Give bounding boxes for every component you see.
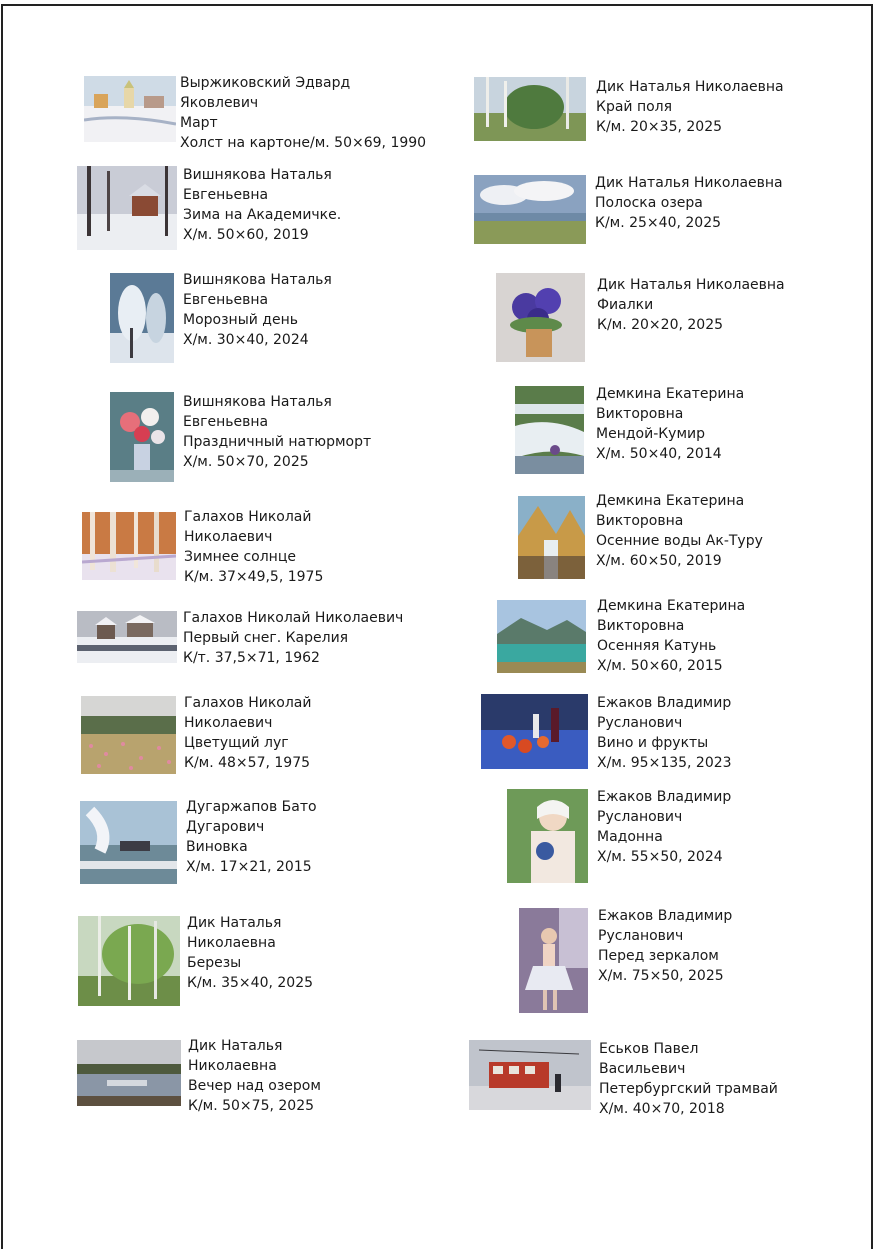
painting-thumbnail	[110, 273, 174, 363]
artist-name: Выржиковский Эдвард	[180, 75, 351, 91]
painting-details: Х/м. 50×60, 2015	[597, 658, 723, 674]
painting-thumbnail	[110, 392, 174, 482]
artist-patronymic: Русланович	[598, 928, 684, 944]
artist-patronymic: Евгеньевна	[183, 292, 269, 308]
painting-title: Полоска озера	[595, 195, 703, 211]
artist-name: Дик Наталья	[188, 1038, 283, 1054]
painting-title: Мадонна	[597, 829, 663, 845]
painting-details: Х/м. 55×50, 2024	[597, 849, 723, 865]
painting-title: Перед зеркалом	[598, 948, 719, 964]
artist-patronymic: Викторовна	[596, 513, 684, 529]
painting-title: Морозный день	[183, 312, 298, 328]
painting-details: Х/м. 50×60, 2019	[183, 227, 309, 243]
artist-patronymic: Николаевич	[184, 529, 273, 545]
painting-thumbnail	[77, 1040, 181, 1106]
painting-thumbnail	[519, 908, 588, 1013]
artist-name: Демкина Екатерина	[597, 598, 746, 614]
painting-details: К/м. 35×40, 2025	[187, 975, 314, 991]
painting-thumbnail	[474, 175, 586, 244]
painting-details: Х/м. 50×70, 2025	[183, 454, 309, 470]
painting-thumbnail	[77, 166, 177, 250]
painting-thumbnail	[469, 1040, 591, 1110]
artist-name: Ежаков Владимир	[597, 695, 732, 711]
painting-thumbnail	[77, 611, 177, 663]
painting-title: Осенние воды Ак-Туру	[596, 533, 763, 549]
artist-name: Галахов Николай	[184, 695, 312, 711]
painting-thumbnail	[82, 512, 176, 580]
artist-name: Вишнякова Наталья	[183, 394, 332, 410]
artist-name: Вишнякова Наталья	[183, 167, 332, 183]
painting-title: Виновка	[186, 839, 248, 855]
painting-title: Край поля	[596, 99, 673, 115]
painting-title: Март	[180, 115, 218, 131]
painting-details: К/т. 37,5×71, 1962	[183, 650, 320, 666]
painting-details: Х/м. 40×70, 2018	[599, 1101, 725, 1117]
artist-name: Дик Наталья	[187, 915, 282, 931]
artist-name: Еськов Павел	[599, 1041, 699, 1057]
artist-name: Дик Наталья Николаевна	[595, 175, 783, 191]
artist-name: Дик Наталья Николаевна	[597, 277, 785, 293]
painting-title: Осенняя Катунь	[597, 638, 717, 654]
painting-details: Х/м. 50×40, 2014	[596, 446, 722, 462]
painting-thumbnail	[80, 801, 177, 884]
painting-details: К/м. 25×40, 2025	[595, 215, 722, 231]
artist-patronymic: Русланович	[597, 809, 683, 825]
artist-name: Демкина Екатерина	[596, 386, 745, 402]
artist-patronymic: Дугарович	[186, 819, 265, 835]
artist-patronymic: Яковлевич	[180, 95, 259, 111]
artist-name: Ежаков Владимир	[598, 908, 733, 924]
painting-title: Зима на Академичке.	[183, 207, 342, 223]
painting-title: Вечер над озером	[188, 1078, 321, 1094]
painting-title: Первый снег. Карелия	[183, 630, 349, 646]
artist-name: Галахов Николай Николаевич	[183, 610, 404, 626]
painting-thumbnail	[474, 77, 586, 141]
artist-name: Дугаржапов Бато	[186, 799, 317, 815]
artist-patronymic: Васильевич	[599, 1061, 686, 1077]
painting-title: Березы	[187, 955, 242, 971]
painting-details: К/м. 20×35, 2025	[596, 119, 723, 135]
artist-patronymic: Викторовна	[596, 406, 684, 422]
artist-name: Вишнякова Наталья	[183, 272, 332, 288]
painting-details: Х/м. 30×40, 2024	[183, 332, 309, 348]
painting-thumbnail	[507, 789, 588, 883]
artist-name: Демкина Екатерина	[596, 493, 745, 509]
painting-thumbnail	[497, 600, 586, 673]
artist-patronymic: Евгеньевна	[183, 414, 269, 430]
painting-details: Холст на картоне/м. 50×69, 1990	[180, 135, 427, 151]
painting-title: Вино и фрукты	[597, 735, 709, 751]
painting-title: Зимнее солнце	[184, 549, 296, 565]
painting-thumbnail	[481, 694, 588, 769]
painting-title: Фиалки	[597, 297, 654, 313]
painting-details: К/м. 20×20, 2025	[597, 317, 724, 333]
painting-thumbnail	[84, 76, 176, 142]
painting-details: Х/м. 75×50, 2025	[598, 968, 724, 984]
painting-thumbnail	[496, 273, 585, 362]
artist-patronymic: Николаевич	[184, 715, 273, 731]
artist-patronymic: Николаевна	[188, 1058, 277, 1074]
artist-patronymic: Викторовна	[597, 618, 685, 634]
painting-title: Цветущий луг	[184, 735, 289, 751]
painting-title: Петербургский трамвай	[599, 1081, 778, 1097]
artist-name: Галахов Николай	[184, 509, 312, 525]
painting-thumbnail	[81, 696, 176, 774]
painting-thumbnail	[515, 386, 584, 474]
painting-title: Праздничный натюрморт	[183, 434, 372, 450]
artist-patronymic: Евгеньевна	[183, 187, 269, 203]
painting-thumbnail	[518, 496, 585, 579]
painting-details: К/м. 37×49,5, 1975	[184, 569, 324, 585]
painting-thumbnail	[78, 916, 180, 1006]
artist-name: Ежаков Владимир	[597, 789, 732, 805]
artist-patronymic: Николаевна	[187, 935, 276, 951]
painting-details: Х/м. 60×50, 2019	[596, 553, 722, 569]
painting-details: К/м. 48×57, 1975	[184, 755, 311, 771]
painting-details: К/м. 50×75, 2025	[188, 1098, 315, 1114]
painting-title: Мендой-Кумир	[596, 426, 706, 442]
painting-details: Х/м. 95×135, 2023	[597, 755, 732, 771]
artist-name: Дик Наталья Николаевна	[596, 79, 784, 95]
painting-details: Х/м. 17×21, 2015	[186, 859, 312, 875]
artist-patronymic: Русланович	[597, 715, 683, 731]
